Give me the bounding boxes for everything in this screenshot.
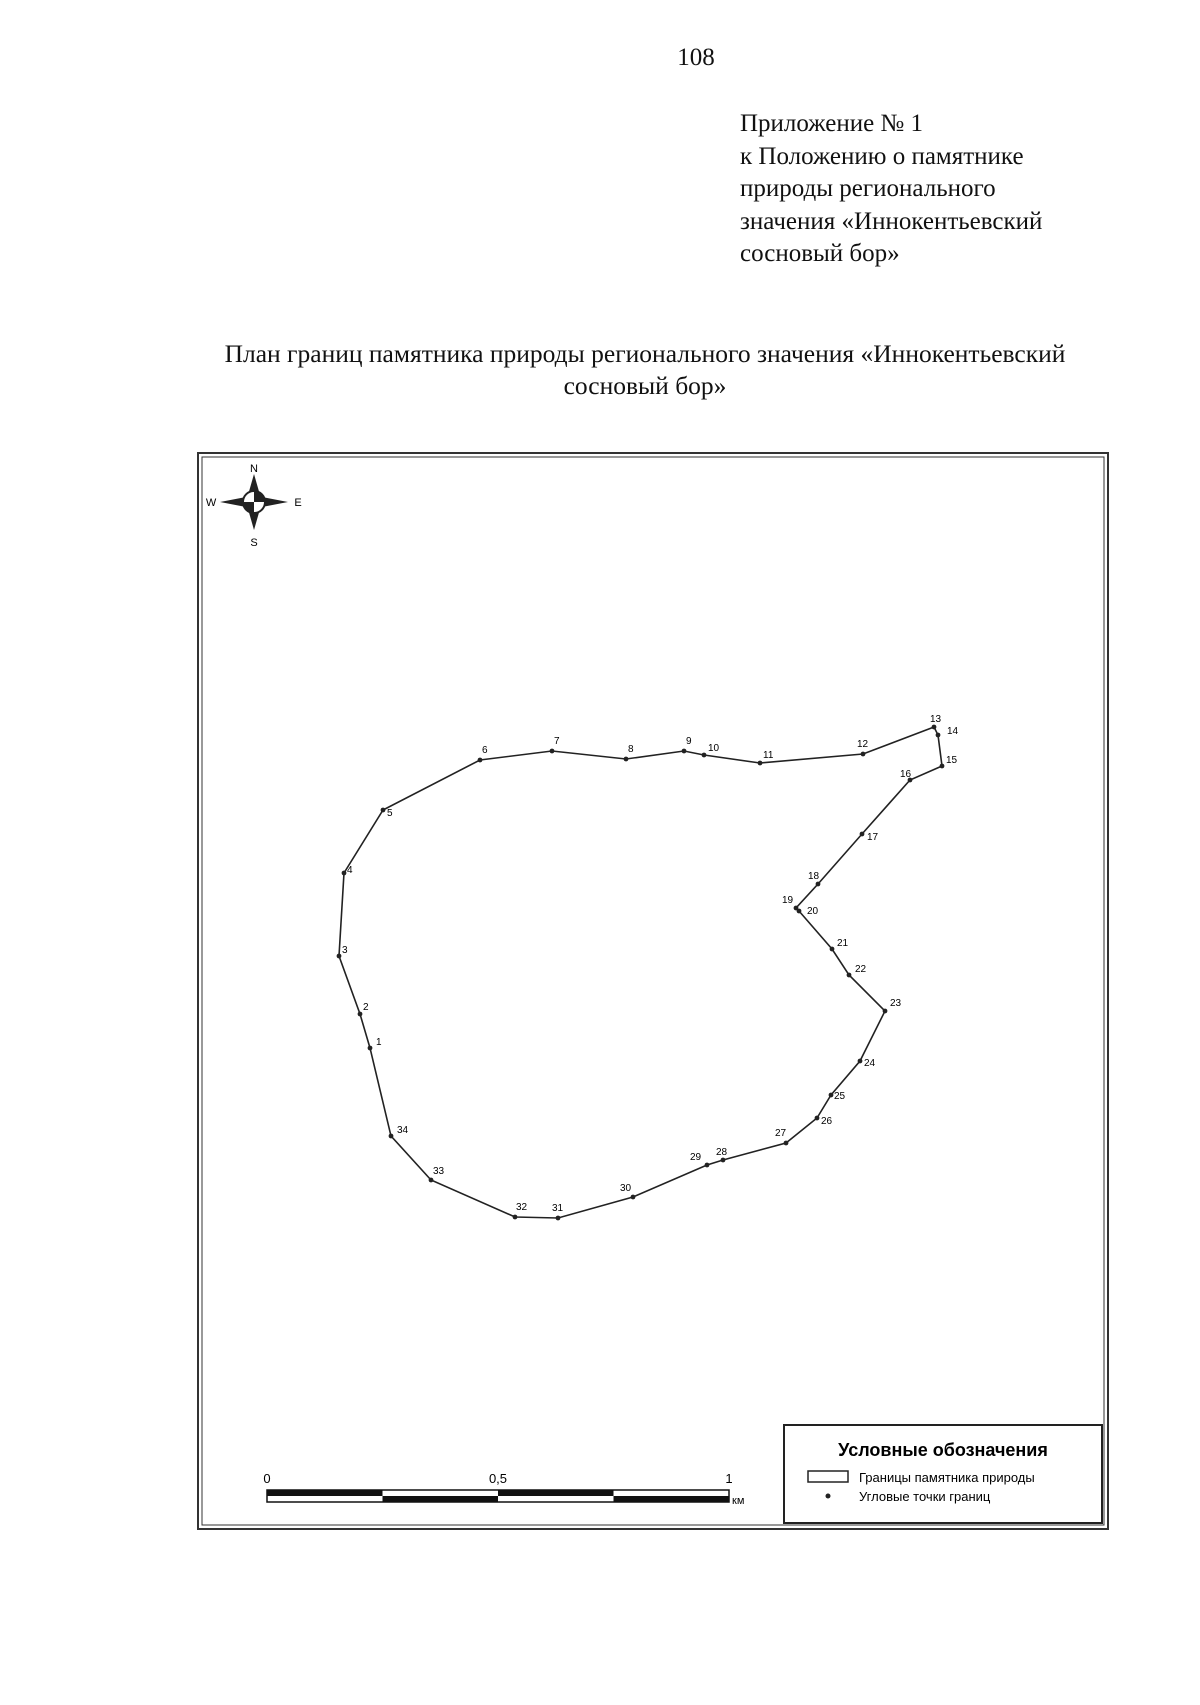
boundary-point-label: 26: [821, 1116, 833, 1127]
appendix-line: значения «Иннокентьевский: [740, 207, 1043, 235]
boundary-point: [631, 1195, 636, 1200]
boundary-point-label: 23: [890, 998, 902, 1009]
boundary-point-label: 31: [552, 1203, 564, 1214]
legend-point-swatch: [826, 1494, 831, 1499]
appendix-line: природы регионального: [740, 175, 996, 202]
boundary-point: [358, 1012, 363, 1017]
boundary-point-label: 30: [620, 1183, 632, 1194]
boundary-point: [682, 749, 687, 754]
compass-south-label: S: [250, 537, 258, 549]
boundary-point-label: 20: [807, 906, 819, 917]
boundary-point-label: 3: [342, 945, 348, 956]
boundary-point-label: 4: [347, 865, 353, 876]
legend-boundary-swatch: [808, 1471, 848, 1482]
boundary-point: [478, 758, 483, 763]
boundary-point-label: 18: [808, 871, 820, 882]
boundary-point-label: 1: [376, 1037, 382, 1048]
boundary-point: [815, 1116, 820, 1121]
boundary-point-label: 7: [554, 736, 560, 747]
boundary-point: [368, 1046, 373, 1051]
boundary-point: [883, 1009, 888, 1014]
boundary-point: [389, 1134, 394, 1139]
plan-title-line: План границ памятника природы регионального значения «Иннокентьевский: [224, 339, 1066, 368]
boundary-point-label: 33: [433, 1166, 445, 1177]
boundary-point: [702, 753, 707, 758]
boundary-point: [342, 871, 347, 876]
boundary-point: [758, 761, 763, 766]
compass-north-label: N: [250, 463, 258, 475]
scale-unit: км: [732, 1495, 745, 1507]
compass-east-label: E: [294, 497, 302, 509]
compass-icon: [206, 463, 302, 549]
scale-label-end: 1: [725, 1471, 733, 1486]
legend-title: Условные обозначения: [838, 1440, 1048, 1460]
boundary-point: [829, 1093, 834, 1098]
boundary-point: [721, 1158, 726, 1163]
boundary-point: [860, 832, 865, 837]
map-canvas: [197, 452, 1109, 1530]
boundary-point: [816, 882, 821, 887]
boundary-point-label: 17: [867, 832, 879, 843]
boundary-point-label: 14: [947, 726, 959, 737]
boundary-point: [513, 1215, 518, 1220]
boundary-point-label: 24: [864, 1058, 876, 1069]
boundary-point-label: 22: [855, 964, 867, 975]
appendix-line: к Положению о памятнике: [740, 142, 1024, 170]
legend-points-label: Угловые точки границ: [859, 1489, 991, 1504]
appendix-line: Приложение № 1: [740, 110, 924, 137]
boundary-point-label: 19: [782, 895, 794, 906]
scale-label-zero: 0: [263, 1471, 271, 1486]
boundary-point: [556, 1216, 561, 1221]
boundary-point-label: 32: [516, 1202, 528, 1213]
boundary-point: [861, 752, 866, 757]
boundary-point-label: 16: [900, 769, 912, 780]
map-inner-frame: [202, 457, 1104, 1525]
boundary-point: [624, 757, 629, 762]
boundary-line: [339, 727, 942, 1218]
boundary-point-label: 27: [775, 1128, 787, 1139]
boundary-point-label: 6: [482, 745, 488, 756]
map-outer-frame: [198, 453, 1108, 1529]
boundary-point: [936, 733, 941, 738]
boundary-point-label: 2: [363, 1002, 369, 1013]
boundary-point-label: 13: [930, 714, 942, 725]
boundary-points: [337, 714, 959, 1220]
boundary-point-label: 9: [686, 736, 692, 747]
scale-bar: [263, 1471, 744, 1507]
scale-bar-segment: [614, 1496, 730, 1502]
boundary-map: [197, 452, 1109, 1530]
scale-bar-segment: [267, 1490, 383, 1496]
boundary-point: [858, 1059, 863, 1064]
page-number: 108: [677, 44, 715, 71]
boundary-point: [847, 973, 852, 978]
scale-bar-segment: [383, 1496, 499, 1502]
boundary-point: [932, 725, 937, 730]
boundary-point-label: 21: [837, 938, 849, 949]
boundary-point-label: 15: [946, 755, 958, 766]
boundary-point-label: 29: [690, 1152, 702, 1163]
boundary-point: [550, 749, 555, 754]
boundary-point: [830, 947, 835, 952]
boundary-point-label: 5: [387, 808, 393, 819]
appendix-line: сосновый бор»: [740, 240, 900, 267]
legend: [784, 1425, 1102, 1523]
boundary-point-label: 8: [628, 744, 634, 755]
boundary-point: [797, 909, 802, 914]
boundary-point: [381, 808, 386, 813]
boundary-point: [940, 764, 945, 769]
boundary-point: [705, 1163, 710, 1168]
boundary-point: [337, 954, 342, 959]
boundary-point-label: 10: [708, 743, 720, 754]
appendix-heading: [740, 108, 1160, 271]
boundary-point-label: 11: [763, 750, 774, 761]
boundary-point-label: 28: [716, 1147, 728, 1158]
scale-bar-segment: [498, 1490, 614, 1496]
boundary-point-label: 34: [397, 1125, 409, 1136]
boundary-point: [429, 1178, 434, 1183]
compass-west-label: W: [205, 497, 217, 509]
plan-title: [150, 338, 1140, 402]
boundary-point: [784, 1141, 789, 1146]
boundary-point-label: 12: [857, 739, 869, 750]
plan-title-line: сосновый бор»: [563, 371, 727, 400]
scale-label-mid: 0,5: [488, 1471, 508, 1486]
boundary-point-label: 25: [834, 1091, 846, 1102]
legend-boundary-label: Границы памятника природы: [859, 1470, 1035, 1485]
